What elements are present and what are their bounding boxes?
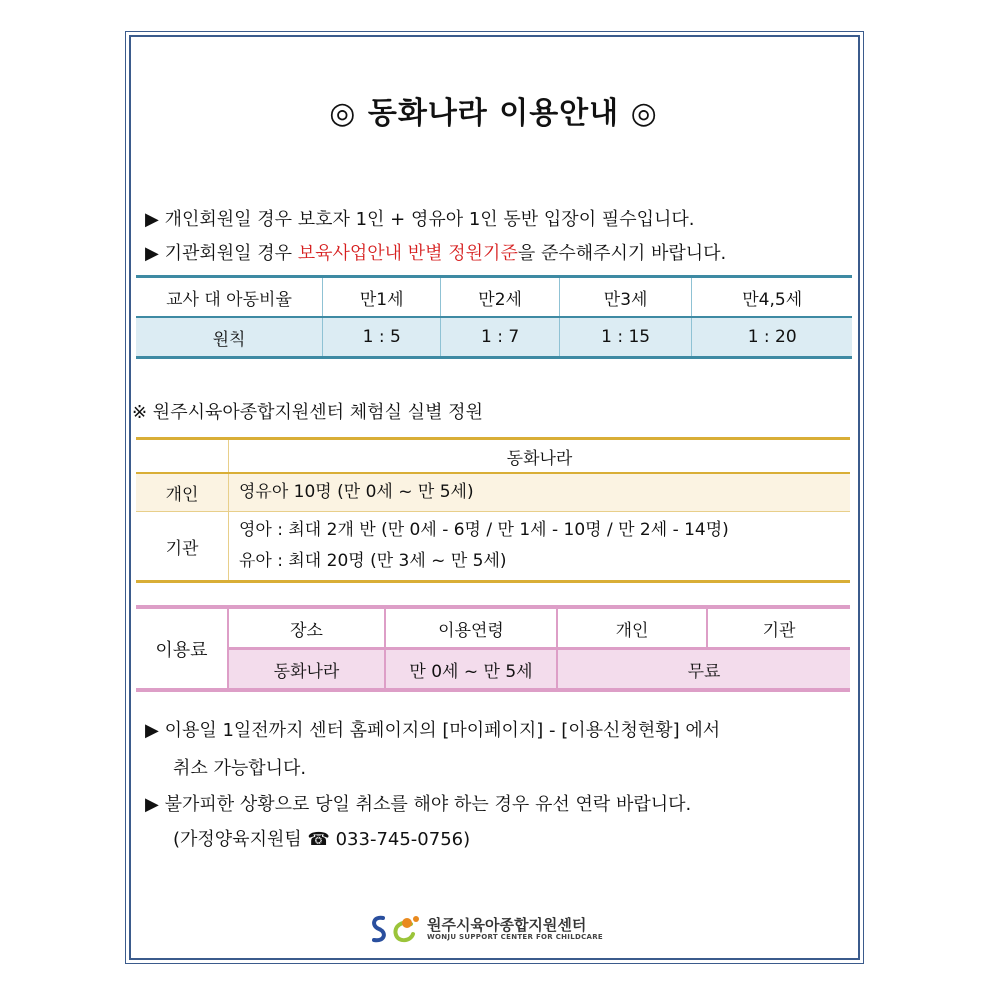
fee-label: 이용료 xyxy=(155,639,208,661)
fee-table xyxy=(136,605,850,692)
notice-personal: ▶ 개인회원일 경우 보호자 1인 + 영유아 1인 동반 입장이 필수입니다. xyxy=(145,209,695,230)
ratio-value-cell: 1 : 20 xyxy=(692,317,852,358)
fee-header-row xyxy=(136,607,850,649)
capacity-personal-row xyxy=(136,473,850,512)
fee-value-row xyxy=(136,649,850,691)
cancel-note-line1: ▶ 이용일 1일전까지 센터 홈페이지의 [마이페이지] - [이용신청현황] 에서 xyxy=(145,720,721,741)
capacity-personal-label: 개인 xyxy=(136,473,229,512)
capacity-institution-child: 유아 : 최대 20명 (만 3세 ~ 만 5세) xyxy=(239,551,507,571)
capacity-personal-value: 영유아 10명 (만 0세 ~ 만 5세) xyxy=(229,473,851,512)
capacity-note: ※ 원주시육아종합지원센터 체험실 실별 정원 xyxy=(132,402,483,423)
capacity-table xyxy=(136,437,850,583)
fee-age-cell: 만 0세 ~ 만 5세 xyxy=(385,649,557,691)
ratio-table xyxy=(136,275,852,359)
ratio-header-cell: 만4,5세 xyxy=(692,277,852,318)
ratio-value-cell: 1 : 5 xyxy=(323,317,441,358)
notice-institution-highlight: 보육사업안내 반별 정원기준 xyxy=(297,243,518,264)
ratio-value-cell: 1 : 15 xyxy=(559,317,692,358)
fee-place-cell: 동화나라 xyxy=(228,649,385,691)
ratio-header-cell: 만3세 xyxy=(559,277,692,318)
capacity-institution-value xyxy=(229,512,851,582)
fee-header-cell: 개인 xyxy=(557,607,707,649)
ratio-header-cell: 만2세 xyxy=(441,277,559,318)
capacity-institution-row xyxy=(136,512,850,582)
capacity-institution-label: 기관 xyxy=(165,538,199,559)
fee-header-cell: 이용연령 xyxy=(385,607,557,649)
page-title: ◎ 동화나라 이용안내 ◎ xyxy=(329,96,658,131)
cancel-note-line2: 취소 가능합니다. xyxy=(173,758,307,779)
capacity-institution-infant: 영아 : 최대 2개 반 (만 0세 - 6명 / 만 1세 - 10명 / 만 2세 - 14명) xyxy=(239,520,729,540)
contact-note-line1: ▶ 불가피한 상황으로 당일 취소를 해야 하는 경우 유선 연락 바랍니다. xyxy=(145,794,692,815)
logo-english: WONJU SUPPORT CENTER FOR CHILDCARE xyxy=(427,933,603,941)
logo-name: 원주시육아종합지원센터 xyxy=(427,916,587,934)
fee-header-cell: 기관 xyxy=(707,607,850,649)
ratio-header-row xyxy=(136,277,852,318)
notice-institution-prefix: ▶ 기관회원일 경우 xyxy=(145,243,298,264)
fee-cost-cell: 무료 xyxy=(557,649,850,691)
notice-institution-suffix: 을 준수해주시기 바랍니다. xyxy=(517,243,727,264)
ratio-value-cell: 원칙 xyxy=(136,317,323,358)
ratio-header-cell: 만1세 xyxy=(323,277,441,318)
capacity-header-cell: 동화나라 xyxy=(229,439,851,474)
ratio-value-cell: 1 : 7 xyxy=(441,317,559,358)
capacity-header-row xyxy=(136,439,850,474)
ratio-value-row xyxy=(136,317,852,358)
contact-note-line2: (가정양육지원팀 ☎ 033-745-0756) xyxy=(173,829,471,850)
capacity-corner-cell xyxy=(136,439,229,474)
ratio-header-cell: 교사 대 아동비율 xyxy=(166,289,292,310)
notice-institution xyxy=(145,239,726,265)
fee-header-cell: 장소 xyxy=(228,607,385,649)
